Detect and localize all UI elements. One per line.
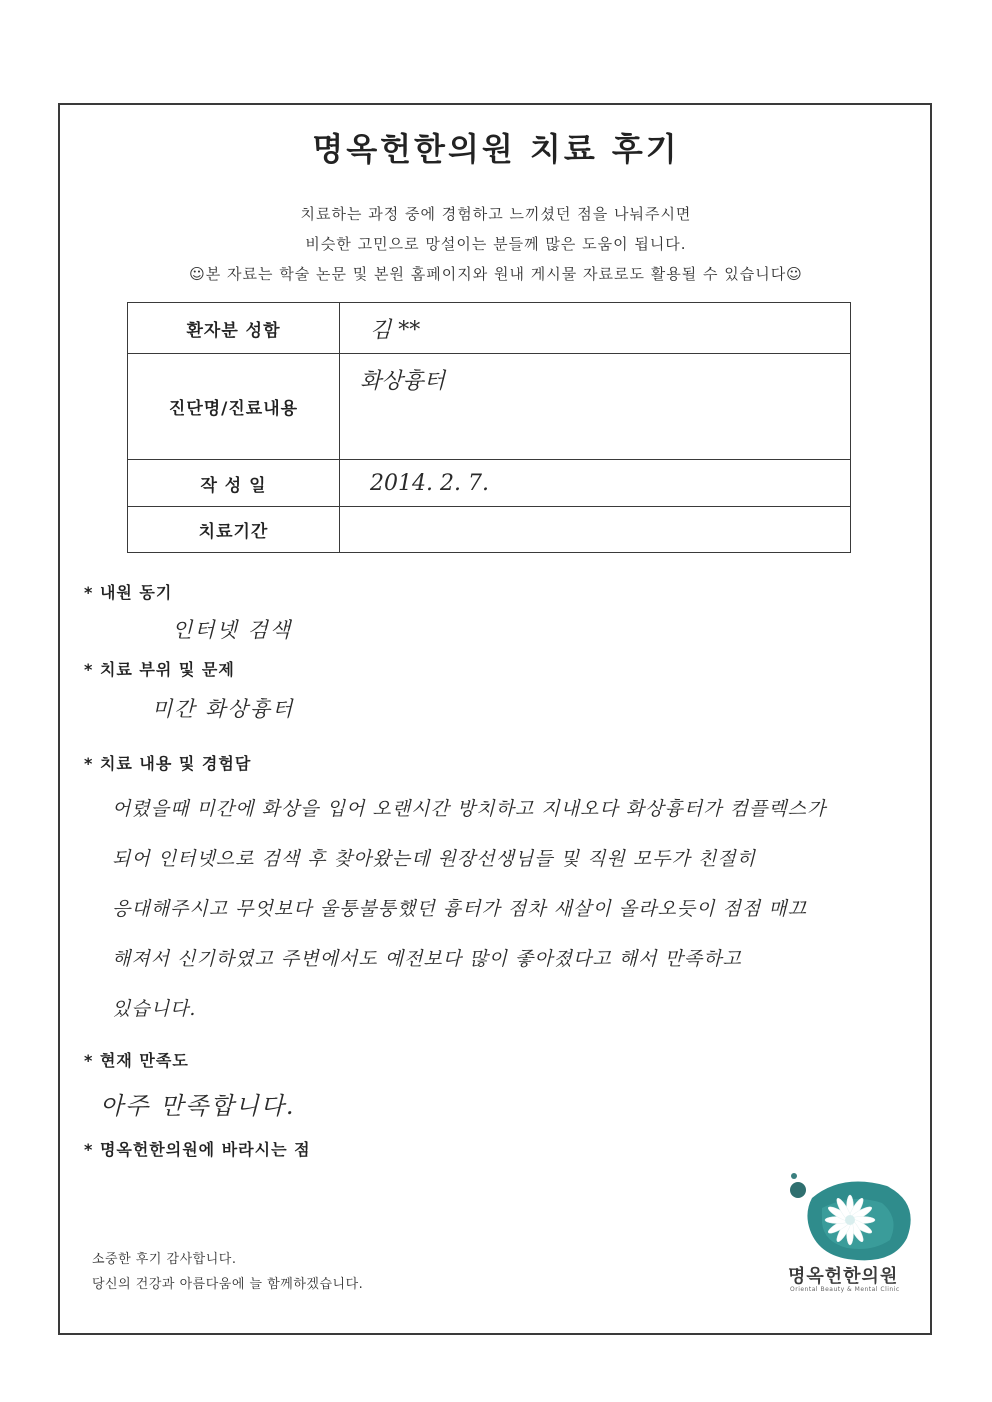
satisfaction-heading: * 현재 만족도 [84, 1051, 189, 1070]
patient-name-label: 환자분 성함 [128, 303, 340, 354]
closing-thanks: 소중한 후기 감사합니다. [92, 1252, 237, 1267]
date-field[interactable]: 2014. 2. 7. [340, 460, 851, 507]
closing-message: 당신의 건강과 아름다움에 늘 함께하겠습니다. [92, 1277, 364, 1292]
wishes-heading: * 명옥헌한의원에 바라시는 점 [84, 1140, 311, 1159]
date-label: 작 성 일 [128, 460, 340, 507]
intro-line-2: 비슷한 고민으로 망설이는 분들께 많은 도움이 됩니다. [305, 235, 687, 253]
treatment-area-answer[interactable]: 미간 화상흉터 [152, 697, 295, 721]
diagnosis-label: 진단명/진료내용 [128, 354, 340, 460]
treatment-area-heading: * 치료 부위 및 문제 [84, 660, 235, 679]
clinic-logo-tagline: Oriental Beauty & Mental Clinic [790, 1286, 900, 1293]
intro-line-1: 치료하는 과정 중에 경험하고 느끼셨던 점을 나눠주시면 [300, 205, 692, 223]
table-row [128, 354, 851, 460]
clinic-logo-name: 명옥헌한의원 [788, 1266, 899, 1287]
experience-line: 해져서 신기하였고 주변에서도 예전보다 많이 좋아졌다고 해서 만족하고 [112, 948, 742, 970]
visit-reason-answer[interactable]: 인터넷 검색 [172, 618, 293, 642]
experience-line: 어렸을때 미간에 화상을 입어 오랜시간 방치하고 지내오다 화상흉터가 컴플렉스가 [112, 798, 827, 820]
diagnosis-field[interactable]: 화상흉터 [340, 354, 851, 460]
treatment-period-field[interactable] [340, 507, 851, 553]
form-title: 명옥헌한의원 치료 후기 [312, 130, 680, 168]
patient-name-field[interactable]: 김 ** [340, 303, 851, 354]
treatment-period-label: 치료기간 [128, 507, 340, 553]
experience-line: 되어 인터넷으로 검색 후 찾아왔는데 원장선생님들 및 직원 모두가 친절히 [112, 848, 756, 870]
table-row [128, 303, 851, 354]
patient-info-table [127, 302, 851, 553]
experience-line: 있습니다. [112, 998, 197, 1020]
experience-line: 응대해주시고 무엇보다 울퉁불퉁했던 흉터가 점차 새살이 올라오듯이 점점 매끄 [112, 898, 808, 920]
table-row [128, 507, 851, 553]
satisfaction-answer[interactable]: 아주 만족합니다. [100, 1092, 296, 1120]
table-row [128, 460, 851, 507]
experience-heading: * 치료 내용 및 경험담 [84, 754, 252, 773]
visit-reason-heading: * 내원 동기 [84, 583, 173, 602]
intro-line-3: ☺본 자료는 학술 논문 및 본원 홈페이지와 원내 게시물 자료로도 활용될 수 있습니다☺ [189, 265, 803, 283]
experience-answer[interactable] [112, 784, 912, 1034]
